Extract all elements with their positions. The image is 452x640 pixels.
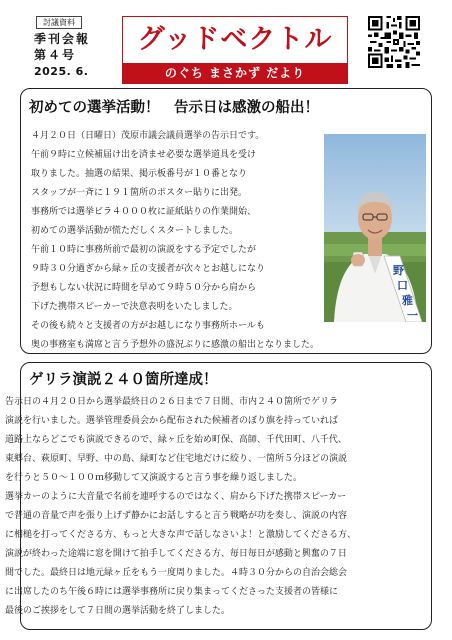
text-line: スタッフが一斉に１９１箇所のポスター貼りに出発。 — [31, 188, 248, 198]
text-line: 午前１０時に事務所前で最初の演説をする予定でしたが — [31, 245, 257, 255]
text-line: 演説が終わった途端に窓を開けて拍手してくださる方、毎日毎日が感動と興奮の７日 — [5, 549, 347, 559]
article-heading: ゲリラ演説２４０箇所達成！ — [29, 372, 218, 388]
qr-code-icon[interactable] — [368, 16, 420, 68]
candidate-portrait-image — [324, 134, 426, 322]
text-line: で普通の音量で声を張り上げず静かにお話しすると言う戦略が功を奏し、演説の内容 — [5, 511, 348, 521]
text-line: 事務所では選挙ビラ４０００枚に証紙貼りの作業開始、 — [31, 207, 257, 217]
text-line: ９時３０分過ぎから緑ヶ丘の支援者が次々とお越しになり — [31, 264, 266, 274]
issue-info — [34, 31, 116, 80]
article-election-kickoff — [20, 88, 432, 354]
text-line: 取りました。抽選の結果、掲示板番号が１０番となり — [31, 169, 248, 179]
text-line: 午前９時に立候補届け出を済ませ必要な選挙道具を受け — [31, 150, 257, 160]
sash-char: 一 — [407, 309, 418, 322]
sash-char: 野 — [393, 264, 404, 277]
text-line: 道路上ならどこでも演説できるので、緑ヶ丘を始め町保、高師、千代田町、八千代、 — [5, 435, 347, 445]
text-line: に相槌を打ってくださる方、もっと大きな声で話しなさいよ！と激励してくださる方、 — [5, 530, 357, 540]
text-line: ４月２０日（日曜日）茂原市議会議員選挙の告示日です。 — [31, 131, 265, 141]
text-line: 予想もしない状況に時間を早めて９時５０分から肩から — [31, 283, 257, 293]
sash-char: 口 — [397, 279, 408, 292]
text-line: 奥の事務室も満席と言う予想外の盛況ぶりに感激の船出となりました。 — [31, 340, 320, 350]
article-body — [31, 127, 319, 355]
text-line: 選挙カーのように大音量で名前を連呼するのではなく、肩から下げた携帯スピーカー — [5, 492, 347, 502]
newsletter-subtitle: のぐち まさかず だより — [123, 63, 347, 83]
article-heading: 初めての選挙活動！ 告示日は感激の船出！ — [29, 100, 319, 116]
article-guerrilla-speeches — [5, 362, 432, 630]
sash-char: 雅 — [402, 294, 413, 307]
issue-date: 2025. 6. — [34, 65, 89, 78]
text-line: 間でした。最終日は地元緑ヶ丘をもう一度周りました。４時３０分からの自治会総会 — [5, 568, 348, 578]
text-line: 初めての選挙活動が慌ただしくスタートしました。 — [31, 226, 239, 236]
text-line: 最後のご挨拶をして７日間の選挙活動を終了しました。 — [5, 606, 231, 616]
text-line: 下げた携帯スピーカーで決意表明をいたしました。 — [31, 302, 238, 312]
text-line: 東郷台、萩原町、早野、中の島、緑町など住宅地だけに絞り、一箇所５分ほどの演説 — [5, 454, 348, 464]
newsletter-title: グッドベクトル — [123, 17, 347, 63]
text-line: 演説を行いました。選挙管理委員会から配布された候補者のぼり旗を持っていれば — [5, 416, 339, 426]
text-line: 告示日の４月２０日から選挙最終日の２６日まで７日間、市内２４０箇所でゲリラ — [5, 397, 339, 407]
text-line: その後も続々と支援者の方がお越しになり事務所ホールも — [31, 321, 265, 331]
newsletter-masthead — [122, 16, 348, 84]
text-line: を行うと５０～１００ｍ移動して又演説すると言う事を繰り返しました。 — [5, 473, 303, 483]
issue-series-label: 季刊会報 — [34, 32, 91, 46]
document-type-tag: 討議資料 — [36, 16, 82, 29]
issue-number: 第４号 — [34, 48, 77, 62]
candidate-photo — [324, 134, 426, 322]
article-body — [5, 393, 356, 621]
text-line: に出席したのち午後６時には選挙事務所に戻り集まってくださった支援者の皆様に — [5, 587, 339, 597]
